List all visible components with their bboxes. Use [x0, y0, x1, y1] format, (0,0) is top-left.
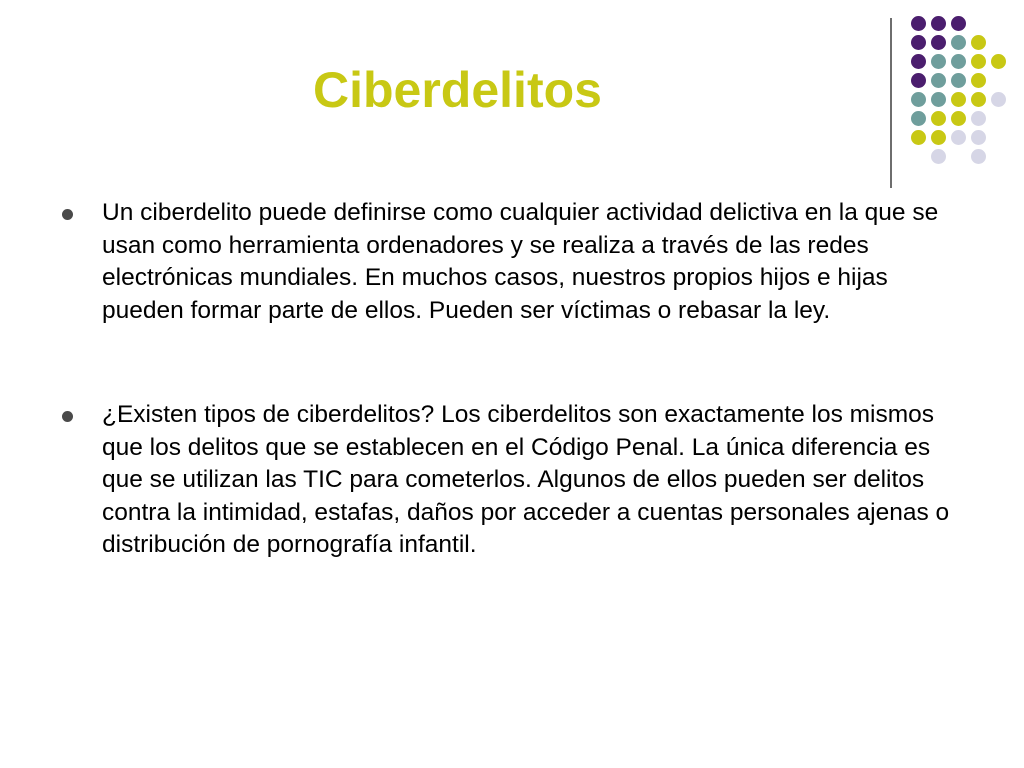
decorative-dot	[931, 54, 946, 69]
decorative-dot	[931, 111, 946, 126]
bullet-dot-icon	[62, 209, 73, 220]
bullet-text: ¿Existen tipos de ciberdelitos? Los ciberdelitos son exactamente los mismos que los delitos que se establecen en el Código Penal. La única diferencia es que se utilizan las TIC para cometerlos. Algunos de ellos pueden ser delitos contra la intimidad, estafas, daños por acceder a cuentas personales ajenas o distribución de pornografía infantil.	[102, 401, 950, 558]
decorative-dot	[931, 35, 946, 50]
decorative-dot	[951, 130, 966, 145]
decorative-dot	[931, 149, 946, 164]
bullet-item	[58, 197, 958, 327]
bullet-text: Un ciberdelito puede definirse como cualquier actividad delictiva en la que se usan como herramienta ordenadores y se realiza a través de las redes electrónicas mundiales. En muchos casos, nuestros propios hijos e hijas pueden formar parte de ellos. Pueden ser víctimas o rebasar la ley.	[102, 199, 939, 324]
decorative-dot	[951, 73, 966, 88]
decorative-dot	[971, 73, 986, 88]
decorative-dot	[911, 111, 926, 126]
slide-title: Ciberdelitos	[313, 62, 602, 118]
decorative-dot	[911, 73, 926, 88]
decorative-dot	[951, 35, 966, 50]
bullet-list	[58, 197, 958, 562]
decorative-divider-line	[890, 18, 892, 188]
decorative-dot	[911, 130, 926, 145]
bullet-dot-icon	[62, 411, 73, 422]
decorative-dot	[971, 54, 986, 69]
decorative-dot	[931, 16, 946, 31]
bullet-item	[58, 399, 958, 562]
decorative-dot	[911, 35, 926, 50]
decorative-dot	[931, 130, 946, 145]
decorative-dot	[991, 54, 1006, 69]
decorative-dot	[951, 16, 966, 31]
decorative-dot	[951, 54, 966, 69]
decorative-dot	[931, 92, 946, 107]
decorative-dot	[971, 149, 986, 164]
decorative-dot	[911, 92, 926, 107]
decorative-dot	[971, 92, 986, 107]
decorative-dot	[951, 92, 966, 107]
decorative-dot	[931, 73, 946, 88]
decorative-dot	[911, 16, 926, 31]
decorative-dot	[971, 130, 986, 145]
decorative-dot	[971, 111, 986, 126]
decorative-dot	[951, 111, 966, 126]
decorative-dot	[911, 54, 926, 69]
decorative-dot	[971, 35, 986, 50]
decorative-dot	[991, 92, 1006, 107]
